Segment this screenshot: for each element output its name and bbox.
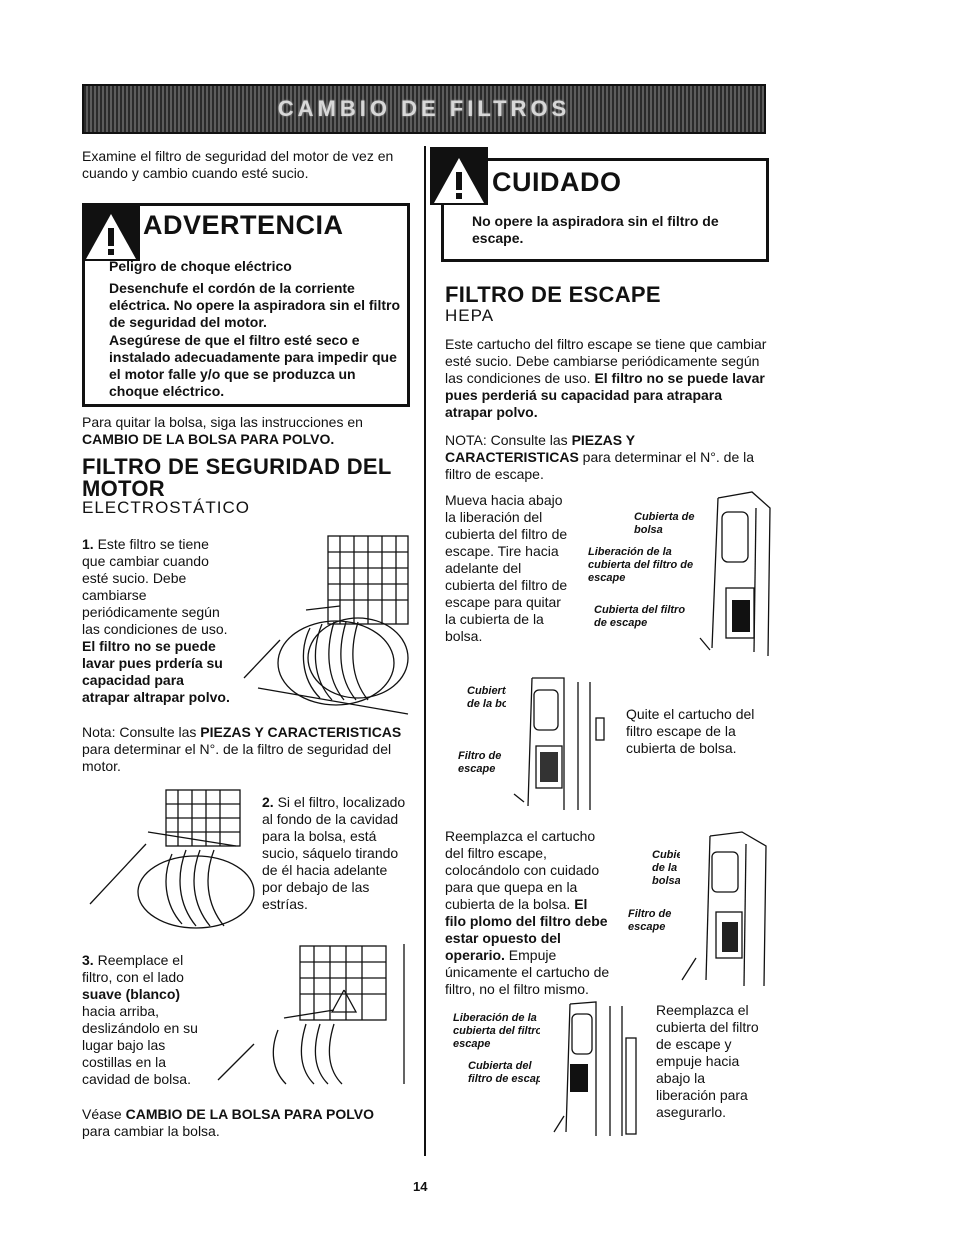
step1-illustration	[240, 528, 412, 718]
step-d-illustration	[540, 998, 644, 1140]
exhaust-nota-post: para determinar el N°. de la filtro de escape.	[445, 449, 755, 482]
section-subtitle-hepa: HEPA	[445, 306, 495, 325]
step-b-caption-filter: Filtro de escape	[458, 750, 502, 775]
exhaust-nota-ref: PIEZAS Y CARACTERISTICAS	[445, 432, 635, 465]
step2-body: Si el filtro, localizado al fondo de la cavidad para la bolsa, está sucio, sáquelo tirando de él hacia adelante por debajo de las estrías.	[262, 794, 406, 912]
nota1-post: para determinar el N°. de la filtro de seguridad del motor.	[82, 741, 392, 774]
step-b-caption-bag-cover: Cubierta de la bolsa	[467, 685, 524, 710]
step-c-caption-bag-cover: Cubierta de la bolsa	[652, 849, 697, 887]
exhaust-nota-pre: NOTA: Consulte las	[445, 432, 568, 448]
step-c-illustration	[680, 830, 772, 990]
step1-bold: El filtro no se puede lavar pues prdería su capacidad para atrapar altrapar polvo.	[82, 638, 230, 705]
step-d-caption-release: Liberación de la cubierta del filtro de escape	[453, 1012, 559, 1050]
step-a-illustration	[696, 488, 772, 658]
section-title-motor-filter: FILTRO DE SEGURIDAD DEL MOTOR	[82, 454, 392, 501]
see-pre: Véase	[82, 1106, 122, 1122]
exhaust-para	[445, 336, 767, 421]
step1-text	[82, 536, 234, 706]
step-c-bold: El filo plomo del filtro debe estar opuesto del operario.	[445, 896, 608, 963]
step-b-text: Quite el cartucho del filtro escape de la cubierta de bolsa.	[626, 706, 755, 756]
caution-icon	[430, 147, 488, 205]
page-banner	[82, 84, 766, 134]
warning-line1: Desenchufe el cordón de la corriente eléctrica. No opere la aspiradora sin el filtro de seguridad del motor.	[109, 280, 400, 330]
exhaust-para-text: Este cartucho del filtro escape se tiene que cambiar esté sucio. Debe cambiarse periódicamente según las condiciones de uso.	[445, 336, 767, 386]
step2-text	[262, 794, 410, 913]
nota1	[82, 724, 402, 775]
step1-body: Este filtro se tiene que cambiar cuando esté sucio. Debe cambiarse periódicamente según las condiciones de uso.	[82, 536, 228, 637]
step-c-caption-filter: Filtro de escape	[628, 908, 672, 933]
step3-bold: suave (blanco)	[82, 986, 181, 1002]
step1-num: 1.	[82, 536, 94, 552]
see-note	[82, 1106, 402, 1140]
step2-illustration	[86, 784, 258, 934]
step2-caption: Filtro de seguridad del motor	[88, 795, 141, 833]
see-post: para cambiar la bolsa.	[82, 1123, 220, 1139]
step-a-caption-release: Liberación de la cubierta del filtro de escape	[588, 546, 694, 584]
warning-heading: Peligro de choque eléctrico	[109, 258, 292, 274]
step-c-post: Empuje únicamente el cartucho de filtro, no el filtro mismo.	[445, 947, 610, 997]
step-b-illustration	[506, 674, 606, 814]
nota1-pre: Nota: Consulte las	[82, 724, 197, 740]
section-title-exhaust-filter: FILTRO DE ESCAPE	[445, 282, 661, 307]
exhaust-nota	[445, 432, 767, 483]
step-c-text	[445, 828, 610, 998]
banner-title: CAMBIO DE FILTROS	[277, 96, 571, 121]
bag-note	[82, 414, 402, 448]
intro-text: Examine el filtro de seguridad del motor de vez en cuando y cambio cuando esté sucio.	[82, 148, 394, 181]
section-subtitle-electrostatic: ELECTROSTÁTICO	[82, 498, 250, 517]
bag-note-ref: CAMBIO DE LA BOLSA PARA POLVO.	[82, 431, 335, 447]
step3-caption-ribs: Estrías	[334, 981, 371, 993]
exhaust-para-bold: El filtro no se puede lavar pues perderiá su capacidad para atrapara atrapar polvo.	[445, 370, 765, 420]
page-number: 14	[413, 1179, 428, 1194]
step-d-caption-filter-cover: Cubierta del filtro de escape	[468, 1060, 549, 1085]
caution-text: No opere la aspiradora sin el filtro de escape.	[472, 213, 719, 246]
step-a-text: Mueva hacia abajo la liberación del cubierta del filtro de escape. Tire hacia adelante del cubierta del filtro de escape para quitar la cubierta de la bolsa.	[445, 492, 568, 644]
bag-note-pre: Para quitar la bolsa, siga las instrucciones en	[82, 414, 363, 430]
step3-num: 3.	[82, 952, 94, 968]
step-a-caption-filter-cover: Cubierta del filtro de escape	[594, 604, 686, 629]
caution-word: CUIDADO	[492, 167, 622, 197]
warning-word: ADVERTENCIA	[143, 210, 344, 240]
step3-text	[82, 952, 202, 1088]
step1-caption: Filtro de seguridad del motor	[252, 568, 305, 606]
see-ref: CAMBIO DE LA BOLSA PARA POLVO	[125, 1106, 374, 1122]
step-d-text: Reemplazca el cubierta del filtro de escape y empuje hacia abajo la liberación para asegurarlo.	[656, 1002, 759, 1120]
warning-box	[82, 203, 410, 407]
step-c-pre: Reemplazca el cartucho del filtro escape, colocándolo con cuidado para que quepa en la cubierta de la bolsa.	[445, 828, 600, 912]
step2-num: 2.	[262, 794, 274, 810]
step3-illustration	[214, 940, 410, 1088]
warning-icon	[82, 203, 140, 261]
caution-box	[441, 158, 769, 262]
warning-line2: Asegúrese de que el filtro esté seco e instalado adecuadamente para impedir que el motor falle y/o que se produzca un choque eléctrico.	[109, 332, 397, 399]
step-a-caption-bag-cover: Cubierta de la bolsa	[634, 511, 707, 536]
step3-caption: Filtro de seguridad del motor	[218, 986, 271, 1024]
step3-post: hacia arriba, deslizándolo en su lugar bajo las costillas en la cavidad de bolsa.	[82, 1003, 198, 1087]
step3-pre: Reemplace el filtro, con el lado	[82, 952, 184, 985]
nota1-ref: PIEZAS Y CARACTERISTICAS	[200, 724, 402, 740]
column-divider	[424, 146, 426, 1156]
